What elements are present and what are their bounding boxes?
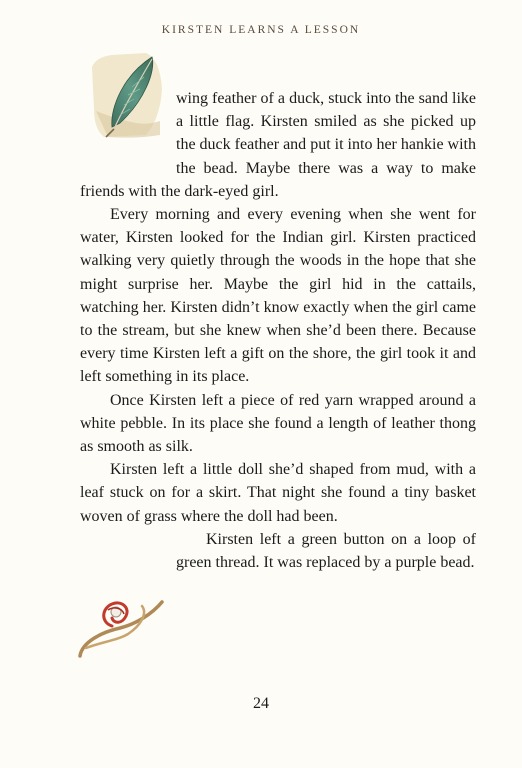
running-head: KIRSTEN LEARNS A LESSON [161,24,361,36]
body-text [80,87,476,598]
paragraph-2: Every morning and every evening when she went for water, Kirsten looked for the Indian girl. Kirsten practiced walking very quietly through the woods in the hope that she might surprise her. Maybe the girl hid in the cattails, watching her. Kirsten didn’t know exactly when the girl came to the stream, but she knew when she’d been there. Because every time Kirsten left a gift on the shore, the girl took it and left something in its place. [80,206,476,386]
thread-spacer [80,528,176,598]
page-number: 24 [253,695,269,712]
paragraph-1: wing feather of a duck, stuck into the sand like a little flag. Kirsten smiled as she picked up the duck feather and put it into her hankie with the bead. Maybe there was a way to make friends with the dark-eyed girl. [80,90,476,200]
paragraph-3: Once Kirsten left a piece of red yarn wrapped around a white pebble. In its place she found a length of leather thong as smooth as silk. [80,391,476,456]
paragraph-4: Kirsten left a little doll she’d shaped from mud, with a leaf stuck on for a skirt. That night she found a tiny basket woven of grass where the doll had been. [80,461,476,525]
feather-spacer [80,87,176,179]
paragraph-5: Kirsten left a green button on a loop of green thread. It was replaced by a purple bead. [176,530,476,572]
